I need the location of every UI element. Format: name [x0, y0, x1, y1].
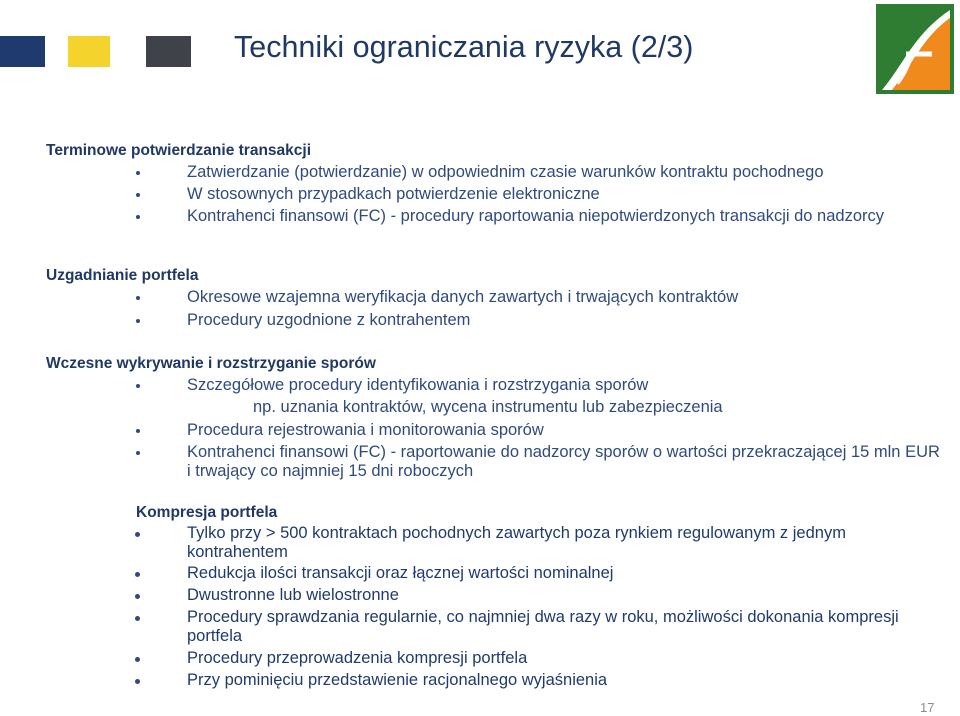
list-item: W stosownych przypadkach potwierdzenie elektroniczne — [187, 185, 600, 203]
list-item: Dwustronne lub wielostronne — [187, 586, 399, 604]
list-item: Przy pominięciu przedstawienie racjonalnego wyjaśnienia — [187, 671, 608, 689]
section-heading-compression: Kompresja portfela — [136, 504, 278, 521]
page-title: Techniki ograniczania ryzyka (2/3) — [234, 30, 694, 64]
list-item: Procedury przeprowadzenia kompresji portfela — [187, 649, 528, 667]
list-item: Okresowe wzajemna weryfikacja danych zawartych i trwających kontraktów — [187, 288, 739, 306]
list-item: Kontrahenci finansowi (FC) - raportowanie do nadzorcy sporów o wartości przekraczającej 15 mln EUR i trwający co najmniej 15 dni roboczych — [187, 443, 940, 480]
list-item: Szczegółowe procedury identyfikowania i rozstrzygania sporów — [187, 376, 649, 394]
section-heading-confirmation: Terminowe potwierdzanie transakcji — [46, 142, 312, 159]
bullet — [136, 171, 140, 175]
bullet — [136, 215, 140, 219]
bullet — [135, 679, 140, 684]
bullet — [136, 384, 140, 388]
list-item: Kontrahenci finansowi (FC) - procedury raportowania niepotwierdzonych transakcji do nadzorcy — [187, 207, 885, 225]
section-heading-disputes: Wczesne wykrywanie i rozstrzyganie sporów — [46, 355, 376, 372]
bullet — [136, 193, 140, 197]
bullet — [135, 616, 140, 621]
list-item: Zatwierdzanie (potwierdzanie) w odpowiednim czasie warunków kontraktu pochodnego — [187, 163, 824, 181]
bullet — [135, 572, 140, 577]
bullet — [135, 532, 140, 537]
list-item: Procedura rejestrowania i monitorowania sporów — [187, 421, 544, 439]
bullet — [136, 296, 140, 300]
list-item: Procedury sprawdzania regularnie, co najmniej dwa razy w roku, możliwości dokonania kompresji portfela — [187, 608, 899, 645]
section-heading-reconciliation: Uzgadnianie portfela — [46, 267, 199, 284]
bullet — [136, 451, 140, 455]
list-item: Procedury uzgodnione z kontrahentem — [187, 311, 471, 329]
bullet — [135, 594, 140, 599]
page-number: 17 — [920, 700, 935, 715]
list-item: Redukcja ilości transakcji oraz łącznej wartości nominalnej — [187, 564, 614, 582]
bullet — [135, 657, 140, 662]
list-item: Tylko przy > 500 kontraktach pochodnych zawartych poza rynkiem regulowanym z jednym kontrahentem — [187, 524, 846, 561]
sub-note: np. uznania kontraktów, wycena instrumentu lub zabezpieczenia — [253, 398, 723, 416]
bullet — [136, 319, 140, 323]
bullet — [136, 429, 140, 433]
